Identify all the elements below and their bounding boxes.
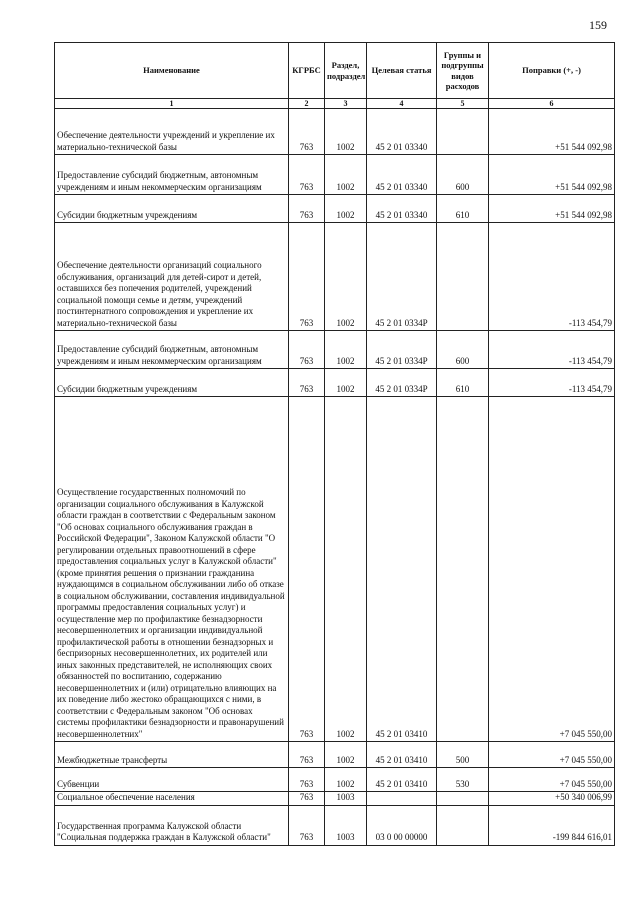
row-kgrbs: 763 <box>289 109 325 155</box>
table-row <box>55 195 615 223</box>
row-target: 45 2 01 03340 <box>367 195 437 223</box>
table-row <box>55 223 615 331</box>
table-row <box>55 331 615 369</box>
row-target <box>367 792 437 806</box>
row-name: Осуществление государственных полномочий по организации социального обслуживания в Калужской области граждан в соответствии с Федеральным законом "Об основах социального обслуживания граждан в Российской Федерации", Законом Калужской области "О регулировании отдельных правоотношений в сфере предоставления социальных услуг в Калужской области" (кроме принятия решения о признании гражданина нуждающимся в социальном обслуживании либо об отказе в социальном обслуживании, составления индивидуальной программы предоставления социальных услуг) и осуществление мер по профилактике безнадзорности несовершеннолетних и организации индивидуальной профилактической работы в отношении безнадзорных и беспризорных несовершеннолетних, их родителей или иных законных представителей, не исполняющих своих обязанностей по воспитанию, содержанию несовершеннолетних и (или) отрицательно влияющих на их поведение либо жестоко обращающихся с ними, в соответствии с Федеральным законом "Об основах системы профилактики безнадзорности и правонарушений несовершеннолетних" <box>55 397 289 742</box>
row-target: 45 2 01 03410 <box>367 397 437 742</box>
row-name: Предоставление субсидий бюджетным, автономным учреждениям и иным некоммерческим организациям <box>55 155 289 195</box>
row-name: Субсидии бюджетным учреждениям <box>55 195 289 223</box>
row-amount: +51 544 092,98 <box>489 155 615 195</box>
budget-amendments-table <box>54 42 615 846</box>
row-group: 600 <box>437 155 489 195</box>
row-section: 1002 <box>325 223 367 331</box>
row-name: Межбюджетные трансферты <box>55 742 289 768</box>
table-row <box>55 805 615 845</box>
table-row <box>55 792 615 806</box>
row-target: 03 0 00 00000 <box>367 805 437 845</box>
row-group <box>437 805 489 845</box>
row-section: 1002 <box>325 742 367 768</box>
row-section: 1002 <box>325 768 367 792</box>
row-group: 610 <box>437 195 489 223</box>
row-name: Социальное обеспечение населения <box>55 792 289 806</box>
column-numbers-row <box>55 99 615 109</box>
row-group <box>437 792 489 806</box>
row-amount: -113 454,79 <box>489 331 615 369</box>
row-kgrbs: 763 <box>289 397 325 742</box>
row-name: Предоставление субсидий бюджетным, автономным учреждениям и иным некоммерческим организациям <box>55 331 289 369</box>
column-number: 1 <box>55 99 289 109</box>
column-number: 3 <box>325 99 367 109</box>
row-amount: -199 844 616,01 <box>489 805 615 845</box>
row-group: 530 <box>437 768 489 792</box>
row-amount: +51 544 092,98 <box>489 195 615 223</box>
table-row <box>55 768 615 792</box>
row-group <box>437 109 489 155</box>
row-section: 1002 <box>325 195 367 223</box>
row-group <box>437 397 489 742</box>
table-row <box>55 742 615 768</box>
row-name: Субвенции <box>55 768 289 792</box>
table-row <box>55 397 615 742</box>
row-target: 45 2 01 03410 <box>367 742 437 768</box>
table-row <box>55 155 615 195</box>
header-amendments: Поправки (+, -) <box>489 43 615 99</box>
row-amount: +7 045 550,00 <box>489 768 615 792</box>
row-target: 45 2 01 03410 <box>367 768 437 792</box>
row-target: 45 2 01 0334Р <box>367 369 437 397</box>
row-kgrbs: 763 <box>289 331 325 369</box>
row-name: Обеспечение деятельности учреждений и укрепление их материально-технической базы <box>55 109 289 155</box>
row-kgrbs: 763 <box>289 223 325 331</box>
header-name: Наименование <box>55 43 289 99</box>
column-number: 5 <box>437 99 489 109</box>
row-group: 610 <box>437 369 489 397</box>
table-row <box>55 369 615 397</box>
row-group: 500 <box>437 742 489 768</box>
table-header-row <box>55 43 615 99</box>
row-amount: -113 454,79 <box>489 369 615 397</box>
row-amount: +7 045 550,00 <box>489 742 615 768</box>
row-kgrbs: 763 <box>289 155 325 195</box>
row-name: Субсидии бюджетным учреждениям <box>55 369 289 397</box>
header-kgrbs: КГРБС <box>289 43 325 99</box>
row-target: 45 2 01 0334Р <box>367 223 437 331</box>
row-section: 1002 <box>325 397 367 742</box>
row-section: 1002 <box>325 155 367 195</box>
row-amount: +50 340 006,99 <box>489 792 615 806</box>
row-group: 600 <box>437 331 489 369</box>
row-kgrbs: 763 <box>289 768 325 792</box>
row-section: 1003 <box>325 792 367 806</box>
column-number: 4 <box>367 99 437 109</box>
row-kgrbs: 763 <box>289 792 325 806</box>
row-group <box>437 223 489 331</box>
row-section: 1002 <box>325 331 367 369</box>
page-number: 159 <box>589 18 607 32</box>
row-kgrbs: 763 <box>289 195 325 223</box>
row-kgrbs: 763 <box>289 369 325 397</box>
row-amount: -113 454,79 <box>489 223 615 331</box>
row-kgrbs: 763 <box>289 742 325 768</box>
row-amount: +51 544 092,98 <box>489 109 615 155</box>
row-amount: +7 045 550,00 <box>489 397 615 742</box>
row-section: 1002 <box>325 109 367 155</box>
header-section: Раздел, подраздел <box>325 43 367 99</box>
row-name: Обеспечение деятельности организаций социального обслуживания, организаций для детей-сирот и детей, оставшихся без попечения родителей, учреждений социальной помощи семье и детям, учреждений постинтернатного сопровождения и укрепление их материально-технической базы <box>55 223 289 331</box>
table-row <box>55 109 615 155</box>
row-target: 45 2 01 0334Р <box>367 331 437 369</box>
row-target: 45 2 01 03340 <box>367 109 437 155</box>
row-target: 45 2 01 03340 <box>367 155 437 195</box>
row-section: 1003 <box>325 805 367 845</box>
row-kgrbs: 763 <box>289 805 325 845</box>
row-name: Государственная программа Калужской области "Социальная поддержка граждан в Калужской области" <box>55 805 289 845</box>
column-number: 6 <box>489 99 615 109</box>
header-expense-group: Группы и подгруппы видов расходов <box>437 43 489 99</box>
header-target-article: Целевая статья <box>367 43 437 99</box>
row-section: 1002 <box>325 369 367 397</box>
column-number: 2 <box>289 99 325 109</box>
